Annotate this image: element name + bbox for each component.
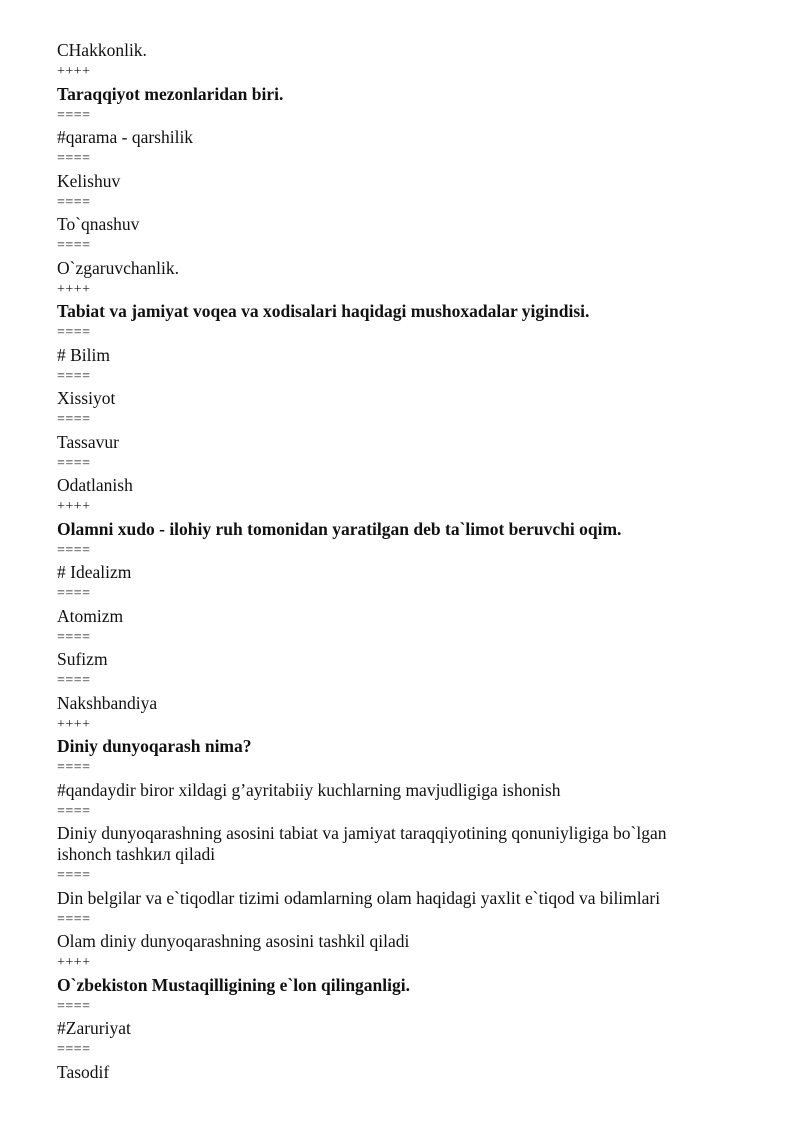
answer-separator: ====	[57, 455, 91, 471]
question-separator: ++++	[57, 499, 91, 514]
answer-text: Kelishuv	[57, 170, 121, 191]
answer-separator: ====	[57, 325, 91, 340]
answer-text: To`qnashuv	[57, 214, 140, 234]
answer-separator: ====	[57, 542, 91, 558]
answer-text: # Idealizm	[57, 562, 132, 582]
question-separator: ++++	[57, 64, 91, 79]
answer-separator: ====	[57, 673, 91, 688]
answer-text: Din belgilar va e`tiqodlar tizimi odamlarning olam haqidagi yaxlit e`tiqod va bilimlari	[57, 887, 661, 908]
answer-text: Tasodif	[57, 1061, 110, 1082]
question-text: Diniy dunyoqarash nima?	[57, 736, 252, 756]
answer-separator: ====	[57, 868, 91, 883]
question-text: Taraqqiyot mezonlaridan biri.	[57, 83, 284, 104]
answer-separator: ====	[57, 412, 91, 427]
question-separator: ++++	[57, 955, 91, 970]
answer-text: #Zaruriyat	[57, 1018, 131, 1038]
answer-text: Odatlanish	[57, 475, 133, 495]
answer-separator: ====	[57, 107, 91, 123]
answer-separator: ====	[57, 368, 91, 384]
answer-text: #qarama - qarshilik	[57, 127, 194, 147]
question-separator: ++++	[57, 281, 91, 297]
question-text: O`zbekiston Mustaqilligining e`lon qilinganligi.	[57, 974, 410, 995]
question-text: Tabiat va jamiyat voqea va xodisalari haqidagi mushoxadalar yigindisi.	[57, 301, 590, 321]
document-body	[57, 40, 737, 1083]
answer-separator: ====	[57, 803, 91, 819]
answer-separator: ====	[57, 629, 91, 645]
answer-text: Xissiyot	[57, 388, 116, 408]
answer-text-continuation: ishonch tashkил qiladi	[57, 844, 216, 864]
answer-text: O`zgaruvchanlik.	[57, 257, 179, 278]
question-text: Olamni xudo - ilohiy ruh tomonidan yaratilgan deb ta`limot beruvchi oqim.	[57, 518, 622, 539]
answer-text: Sufizm	[57, 649, 108, 669]
answer-text: #qandaydir biror xildagi g’ayritabiiy kuchlarning mavjudligiga ishonish	[57, 779, 561, 800]
question-separator: ++++	[57, 716, 91, 732]
answer-separator: ====	[57, 1042, 91, 1057]
answer-separator: ====	[57, 586, 91, 601]
answer-text: Atomizm	[57, 605, 124, 626]
answer-text: Diniy dunyoqarashning asosini tabiat va jamiyat taraqqiyotining qonuniyligiga bo`lgan	[57, 823, 667, 843]
answer-separator: ====	[57, 911, 91, 927]
answer-separator: ====	[57, 998, 91, 1014]
answer-separator: ====	[57, 238, 91, 253]
answer-separator: ====	[57, 151, 91, 166]
answer-text: Olam diniy dunyoqarashning asosini tashkil qiladi	[57, 931, 410, 951]
answer-text: Nakshbandiya	[57, 692, 158, 713]
answer-separator: ====	[57, 760, 91, 775]
answer-text: Tassavur	[57, 431, 119, 452]
answer-text: CHakkonlik.	[57, 40, 147, 60]
answer-text: # Bilim	[57, 344, 110, 365]
answer-separator: ====	[57, 194, 91, 210]
